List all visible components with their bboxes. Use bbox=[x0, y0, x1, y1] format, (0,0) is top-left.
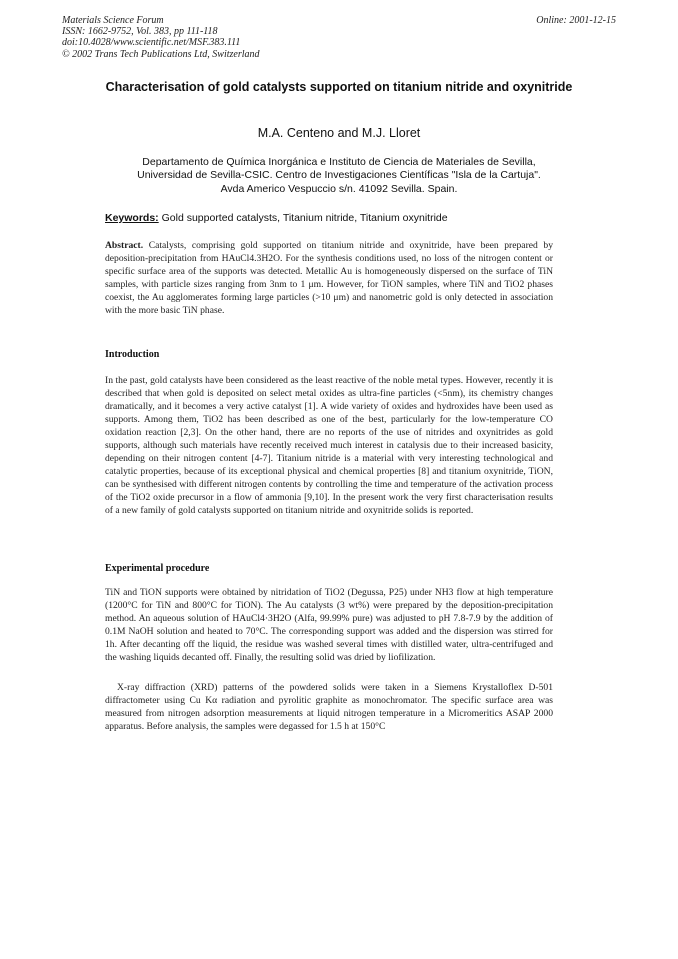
journal-doi[interactable]: doi:10.4028/www.scientific.net/MSF.383.111 bbox=[62, 37, 241, 49]
abstract-label: Abstract. bbox=[105, 240, 144, 251]
paper-title: Characterisation of gold catalysts supported on titanium nitride and oxynitride bbox=[105, 80, 573, 94]
journal-issn: ISSN: 1662-9752, Vol. 383, pp 111-118 bbox=[62, 26, 218, 38]
keywords bbox=[105, 212, 448, 224]
affiliation-line: Departamento de Química Inorgánica e Instituto de Ciencia de Materiales de Sevilla, bbox=[142, 156, 536, 168]
experimental-heading: Experimental procedure bbox=[105, 563, 210, 574]
keywords-text: Gold supported catalysts, Titanium nitride, Titanium oxynitride bbox=[161, 212, 448, 224]
experimental-paragraph-1: TiN and TiON supports were obtained by nitridation of TiO2 (Degussa, P25) under NH3 flow at high temperature (1200°C for TiN and 800°C for TiON). The Au catalysts (3 wt%) were prepared by the deposition-precipitation method. An aqueous solution of HAuCl4·3H2O (Alfa, 99.99% pure) was adjusted to pH 7.8-7.9 by the addition of 0.1M NaOH solution and heated to 70°C. The corresponding support was added and the dispersion was stirred for 1h. After decanting off the liquid, the residue was washed several times with distilled water, ultra-centrifuged and the washing liquids decanted off. Finally, the resulting solid was dried by liofilization. bbox=[105, 587, 553, 664]
journal-copyright: © 2002 Trans Tech Publications Ltd, Switzerland bbox=[62, 48, 260, 60]
keywords-label: Keywords: bbox=[105, 212, 159, 224]
affiliation-line: Universidad de Sevilla-CSIC. Centro de Investigaciones Científicas "Isla de la Cartuja". bbox=[137, 169, 541, 182]
abstract-text: Catalysts, comprising gold supported on titanium nitride and oxynitride, have been prepared by deposition-precipitation from HAuCl4.3H2O. For the synthesis conditions used, no loss of the nitrogen content or specific surface area of the supports was detected. Metallic Au is homogeneously dispersed on the surface of TiN samples, with particle sizes ranging from 3nm to 1 μm. However, for TiON samples, where TiN and TiO2 phases coexist, the Au agglomerates forming large particles (>10 μm) and nanometric gold is only detected in association with the more basic TiN phase. bbox=[105, 240, 553, 317]
introduction-text: In the past, gold catalysts have been considered as the least reactive of the noble metal types. However, recently it is described that when gold is deposited on select metal oxides as ultra-fine particles (<5nm), its chemistry changes dramatically, and it becomes a very active catalyst [1]. A wide variety of oxides and hydroxides have been used as supports. Among them, TiO2 has been described as one of the best, particularly for the low-temperature CO oxidation reaction [2,3]. On the other hand, there are no reports of the use of nitrides and oxynitrides as gold supports, although such materials have recently received much interest in catalysis due to their increased basicity, depending on their nitrogen content [4-7]. Titanium nitride is a material with very interesting technological and catalytic properties, because of its exceptional physical and chemical properties [8] and titanium oxynitride, TiON, can be synthesised with different nitrogen contents by controlling the time and temperature of the activation process of the TiO2 oxide precursor in a flow of ammonia [9,10]. In the present work the very first characterisation results of a new family of gold catalysts supported on titanium nitride and oxynitride solids is reported. bbox=[105, 375, 553, 517]
journal-name: Materials Science Forum bbox=[62, 15, 164, 26]
abstract bbox=[105, 239, 553, 317]
experimental-paragraph-2: X-ray diffraction (XRD) patterns of the powdered solids were taken in a Siemens Krystalloflex D-501 diffractometer using Cu Kα radiation and pyrolitic graphite as monochromator. The specific surface area was measured from nitrogen adsorption measurements at liquid nitrogen temperature in a Micromeritics ASAP 2000 apparatus. Before analysis, the samples were degassed for 1.5 h at 150°C bbox=[105, 682, 553, 733]
affiliation-line: Avda Americo Vespuccio s/n. 41092 Sevilla. Spain. bbox=[220, 182, 458, 195]
introduction-heading: Introduction bbox=[105, 349, 160, 360]
paper-authors: M.A. Centeno and M.J. Lloret bbox=[257, 126, 421, 140]
affiliation bbox=[80, 156, 598, 196]
journal-header bbox=[62, 15, 260, 60]
online-date: Online: 2001-12-15 bbox=[536, 15, 616, 26]
